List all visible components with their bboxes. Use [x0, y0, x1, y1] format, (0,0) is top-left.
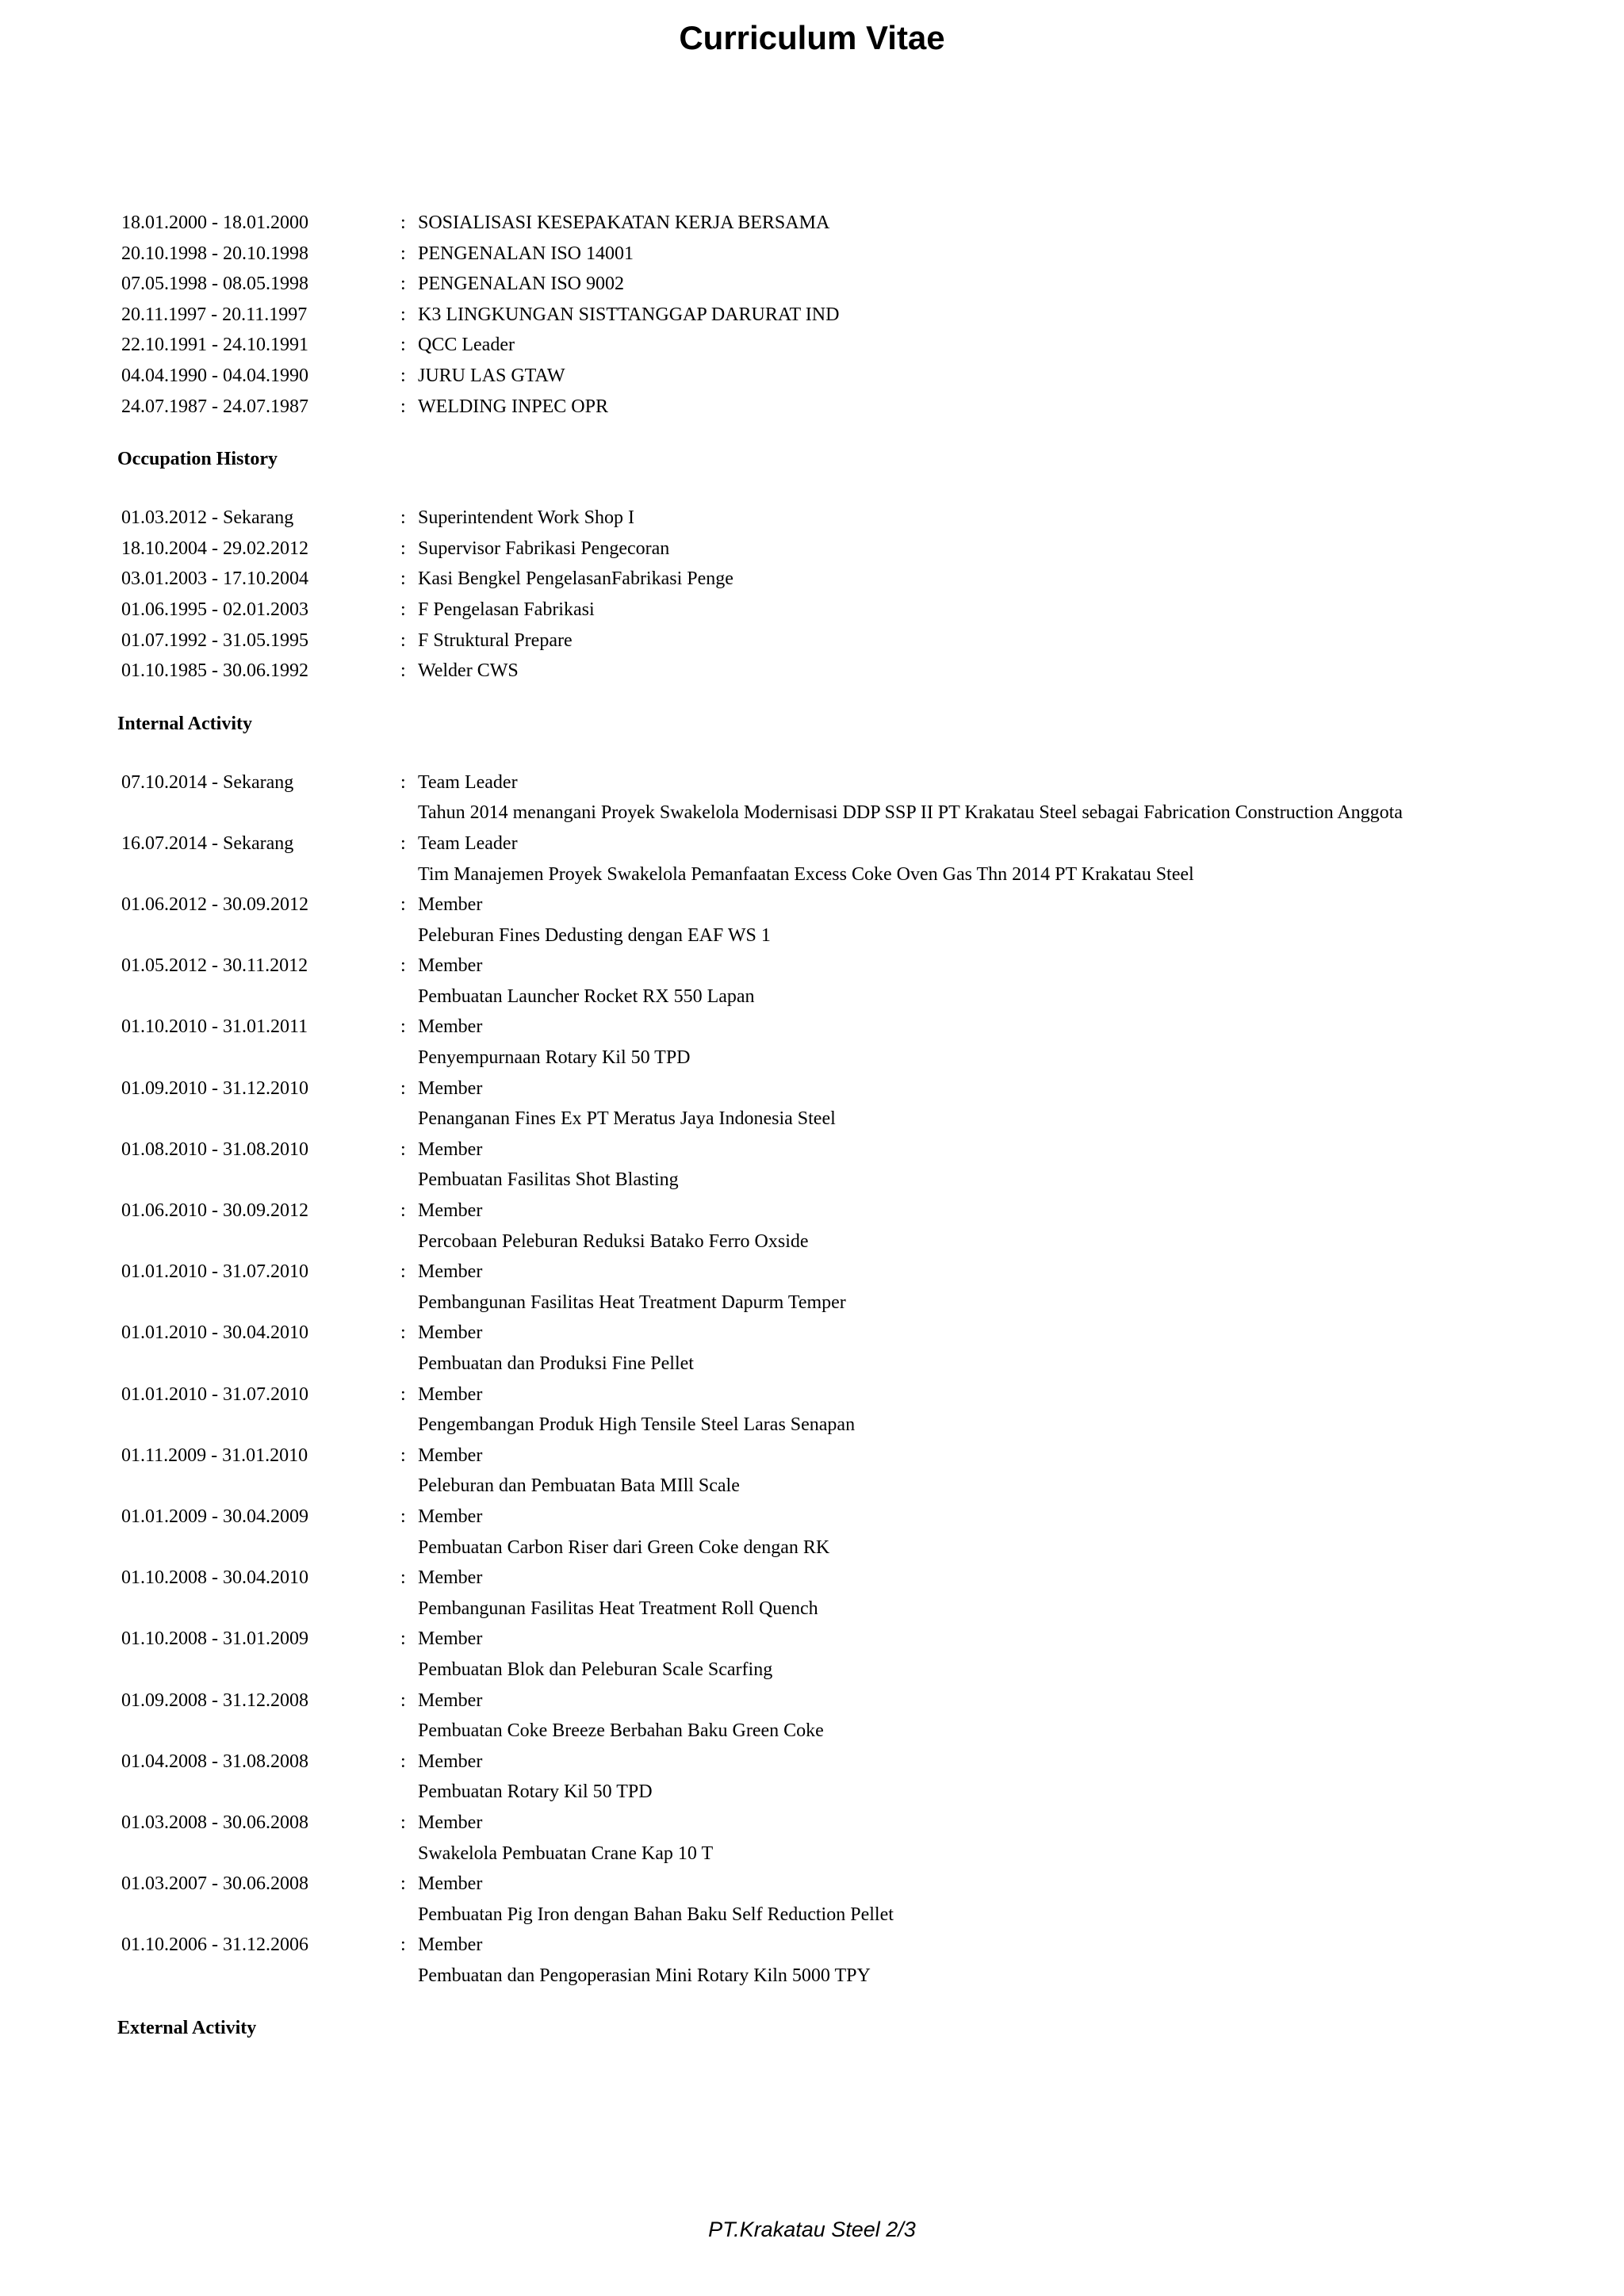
occupation-heading: Occupation History	[117, 449, 278, 470]
entry-value: Member	[418, 1689, 483, 1711]
occupation-list	[0, 503, 1624, 687]
entry-value: Pembuatan Blok dan Peleburan Scale Scarfing	[418, 1659, 773, 1680]
activity-description	[0, 1961, 1624, 1992]
entry-date: 04.04.1990 - 04.04.1990	[121, 365, 308, 386]
entry-date: 03.01.2003 - 17.10.2004	[121, 568, 308, 590]
entry-value: Kasi Bengkel PengelasanFabrikasi Penge	[418, 568, 733, 590]
activity-row	[0, 1257, 1624, 1288]
entry-date: 01.10.1985 - 30.06.1992	[121, 660, 308, 682]
activity-description	[0, 1410, 1624, 1441]
entry-value: Member	[418, 1567, 483, 1589]
separator: :	[400, 365, 406, 386]
activity-description	[0, 1043, 1624, 1073]
training-row	[0, 330, 1624, 361]
entry-value: Member	[418, 1506, 483, 1527]
entry-value: Pembuatan Carbon Riser dari Green Coke dengan RK	[418, 1536, 830, 1558]
occupation-row	[0, 595, 1624, 626]
separator: :	[400, 1567, 406, 1589]
entry-value: JURU LAS GTAW	[418, 365, 565, 386]
activity-description	[0, 1594, 1624, 1624]
separator: :	[400, 955, 406, 977]
entry-date: 22.10.1991 - 24.10.1991	[121, 335, 308, 356]
occupation-row	[0, 503, 1624, 534]
separator: :	[400, 1445, 406, 1466]
internal-activity-heading: Internal Activity	[117, 713, 252, 734]
separator: :	[400, 335, 406, 356]
occupation-row	[0, 656, 1624, 687]
separator: :	[400, 771, 406, 793]
entry-value: Member	[418, 1873, 483, 1895]
separator: :	[400, 1812, 406, 1833]
activity-description	[0, 920, 1624, 951]
entry-value: Team Leader	[418, 832, 518, 854]
entry-value: Pembuatan Pig Iron dengan Bahan Baku Self Reduction Pellet	[418, 1904, 894, 1925]
separator: :	[400, 1934, 406, 1956]
separator: :	[400, 629, 406, 651]
entry-value: Penanganan Fines Ex PT Meratus Jaya Indonesia Steel	[418, 1108, 836, 1130]
training-list	[0, 208, 1624, 422]
separator: :	[400, 1016, 406, 1038]
separator: :	[400, 1322, 406, 1344]
entry-date: 01.07.1992 - 31.05.1995	[121, 629, 308, 651]
training-row	[0, 208, 1624, 239]
entry-date: 01.10.2006 - 31.12.2006	[121, 1934, 308, 1956]
entry-date: 01.10.2010 - 31.01.2011	[121, 1016, 308, 1038]
entry-value: Supervisor Fabrikasi Pengecoran	[418, 538, 670, 559]
external-activity-heading: External Activity	[117, 2018, 257, 2039]
entry-value: Pembangunan Fasilitas Heat Treatment Roll Quench	[418, 1598, 818, 1619]
entry-date: 01.06.1995 - 02.01.2003	[121, 599, 308, 620]
separator: :	[400, 599, 406, 620]
training-row	[0, 269, 1624, 300]
page-title: Curriculum Vitae	[679, 19, 945, 56]
training-row	[0, 300, 1624, 331]
separator: :	[400, 507, 406, 529]
entry-date: 01.10.2008 - 31.01.2009	[121, 1628, 308, 1650]
activity-row	[0, 1624, 1624, 1655]
activity-row	[0, 1747, 1624, 1777]
entry-value: F Struktural Prepare	[418, 629, 573, 651]
separator: :	[400, 538, 406, 559]
entry-value: Pembuatan dan Produksi Fine Pellet	[418, 1353, 694, 1374]
entry-value: F Pengelasan Fabrikasi	[418, 599, 595, 620]
entry-value: K3 LINGKUNGAN SISTTANGGAP DARURAT IND	[418, 304, 840, 325]
entry-value: Pembangunan Fasilitas Heat Treatment Dapurm Temper	[418, 1292, 846, 1313]
activity-row	[0, 828, 1624, 859]
activity-row	[0, 1073, 1624, 1104]
training-row	[0, 361, 1624, 392]
entry-value: Tim Manajemen Proyek Swakelola Pemanfaatan Excess Coke Oven Gas Thn 2014 PT Krakatau Steel	[418, 863, 1194, 885]
activity-description	[0, 1349, 1624, 1380]
separator: :	[400, 832, 406, 854]
separator: :	[400, 1689, 406, 1711]
entry-value: Member	[418, 1200, 483, 1222]
entry-date: 01.09.2010 - 31.12.2010	[121, 1077, 308, 1099]
separator: :	[400, 1873, 406, 1895]
entry-value: Welder CWS	[418, 660, 519, 682]
separator: :	[400, 212, 406, 233]
entry-value: Superintendent Work Shop I	[418, 507, 634, 529]
entry-value: Pembuatan Rotary Kil 50 TPD	[418, 1781, 653, 1803]
separator: :	[400, 304, 406, 325]
activity-description	[0, 798, 1624, 828]
separator: :	[400, 1751, 406, 1772]
entry-date: 01.08.2010 - 31.08.2010	[121, 1138, 308, 1160]
activity-description	[0, 1716, 1624, 1747]
entry-value: Swakelola Pembuatan Crane Kap 10 T	[418, 1843, 714, 1864]
activity-description	[0, 859, 1624, 890]
entry-date: 18.10.2004 - 29.02.2012	[121, 538, 308, 559]
activity-description	[0, 982, 1624, 1012]
entry-value: QCC Leader	[418, 335, 515, 356]
activity-description	[0, 1165, 1624, 1196]
occupation-row	[0, 564, 1624, 595]
entry-value: Team Leader	[418, 771, 518, 793]
entry-value: WELDING INPEC OPR	[418, 396, 608, 417]
entry-value: Pengembangan Produk High Tensile Steel Laras Senapan	[418, 1414, 856, 1436]
entry-value: Member	[418, 1016, 483, 1038]
entry-date: 07.05.1998 - 08.05.1998	[121, 274, 308, 295]
activity-description	[0, 1226, 1624, 1257]
entry-date: 20.10.1998 - 20.10.1998	[121, 243, 308, 264]
entry-date: 01.03.2007 - 30.06.2008	[121, 1873, 308, 1895]
entry-date: 07.10.2014 - Sekarang	[121, 771, 294, 793]
entry-value: Member	[418, 1812, 483, 1833]
activity-row	[0, 767, 1624, 798]
entry-value: Member	[418, 1322, 483, 1344]
entry-value: Member	[418, 955, 483, 977]
entry-value: Member	[418, 894, 483, 916]
activity-row	[0, 1441, 1624, 1471]
entry-value: Pembuatan Launcher Rocket RX 550 Lapan	[418, 985, 755, 1007]
entry-date: 01.04.2008 - 31.08.2008	[121, 1751, 308, 1772]
separator: :	[400, 1077, 406, 1099]
separator: :	[400, 274, 406, 295]
entry-value: PENGENALAN ISO 14001	[418, 243, 634, 264]
entry-date: 01.03.2008 - 30.06.2008	[121, 1812, 308, 1833]
cv-content	[0, 208, 1624, 2043]
entry-value: Tahun 2014 menangani Proyek Swakelola Modernisasi DDP SSP II PT Krakatau Steel sebagai Fabrication Construction Anggota	[418, 802, 1403, 824]
entry-value: Member	[418, 1383, 483, 1405]
occupation-row	[0, 534, 1624, 564]
entry-value: Member	[418, 1077, 483, 1099]
entry-value: Percobaan Peleburan Reduksi Batako Ferro Oxside	[418, 1230, 809, 1252]
separator: :	[400, 1628, 406, 1650]
entry-date: 01.06.2010 - 30.09.2012	[121, 1200, 308, 1222]
activity-description	[0, 1288, 1624, 1318]
separator: :	[400, 1200, 406, 1222]
entry-date: 01.06.2012 - 30.09.2012	[121, 894, 308, 916]
entry-value: SOSIALISASI KESEPAKATAN KERJA BERSAMA	[418, 212, 830, 233]
entry-value: Member	[418, 1751, 483, 1772]
activity-row	[0, 1869, 1624, 1900]
activity-row	[0, 1563, 1624, 1594]
separator: :	[400, 1138, 406, 1160]
entry-value: Member	[418, 1934, 483, 1956]
separator: :	[400, 1261, 406, 1283]
entry-value: Member	[418, 1138, 483, 1160]
occupation-row	[0, 626, 1624, 656]
separator: :	[400, 568, 406, 590]
separator: :	[400, 396, 406, 417]
activity-row	[0, 1686, 1624, 1716]
activity-row	[0, 1318, 1624, 1349]
entry-date: 20.11.1997 - 20.11.1997	[121, 304, 308, 325]
entry-date: 01.01.2010 - 30.04.2010	[121, 1322, 308, 1344]
entry-value: Pembuatan dan Pengoperasian Mini Rotary Kiln 5000 TPY	[418, 1965, 871, 1986]
training-row	[0, 392, 1624, 423]
activity-row	[0, 1135, 1624, 1165]
activity-row	[0, 1012, 1624, 1043]
activity-row	[0, 951, 1624, 982]
activity-description	[0, 1900, 1624, 1931]
entry-date: 01.01.2009 - 30.04.2009	[121, 1506, 308, 1527]
entry-value: PENGENALAN ISO 9002	[418, 274, 624, 295]
activity-description	[0, 1777, 1624, 1808]
activity-row	[0, 1196, 1624, 1226]
entry-date: 16.07.2014 - Sekarang	[121, 832, 294, 854]
activity-description	[0, 1655, 1624, 1686]
entry-date: 24.07.1987 - 24.07.1987	[121, 396, 308, 417]
separator: :	[400, 243, 406, 264]
entry-date: 01.03.2012 - Sekarang	[121, 507, 294, 529]
separator: :	[400, 1383, 406, 1405]
activity-description	[0, 1471, 1624, 1502]
entry-date: 01.01.2010 - 31.07.2010	[121, 1261, 308, 1283]
separator: :	[400, 1506, 406, 1527]
entry-value: Peleburan dan Pembuatan Bata MIll Scale	[418, 1475, 740, 1497]
separator: :	[400, 660, 406, 682]
entry-value: Pembuatan Coke Breeze Berbahan Baku Green Coke	[418, 1720, 824, 1742]
activity-row	[0, 890, 1624, 920]
internal-activity-list	[0, 767, 1624, 1992]
activity-row	[0, 1808, 1624, 1839]
entry-value: Penyempurnaan Rotary Kil 50 TPD	[418, 1047, 691, 1069]
entry-date: 01.05.2012 - 30.11.2012	[121, 955, 308, 977]
entry-date: 01.09.2008 - 31.12.2008	[121, 1689, 308, 1711]
entry-date: 01.10.2008 - 30.04.2010	[121, 1567, 308, 1589]
activity-description	[0, 1839, 1624, 1869]
entry-value: Member	[418, 1628, 483, 1650]
training-row	[0, 239, 1624, 270]
separator: :	[400, 894, 406, 916]
entry-value: Member	[418, 1261, 483, 1283]
activity-description	[0, 1104, 1624, 1135]
activity-row	[0, 1380, 1624, 1410]
entry-value: Member	[418, 1445, 483, 1466]
activity-row	[0, 1502, 1624, 1533]
entry-value: Peleburan Fines Dedusting dengan EAF WS 1	[418, 924, 771, 946]
entry-date: 18.01.2000 - 18.01.2000	[121, 212, 308, 233]
entry-value: Pembuatan Fasilitas Shot Blasting	[418, 1169, 679, 1191]
activity-description	[0, 1533, 1624, 1563]
entry-date: 01.01.2010 - 31.07.2010	[121, 1383, 308, 1405]
page-footer: PT.Krakatau Steel 2/3	[708, 2218, 916, 2241]
activity-row	[0, 1930, 1624, 1961]
entry-date: 01.11.2009 - 31.01.2010	[121, 1445, 308, 1466]
